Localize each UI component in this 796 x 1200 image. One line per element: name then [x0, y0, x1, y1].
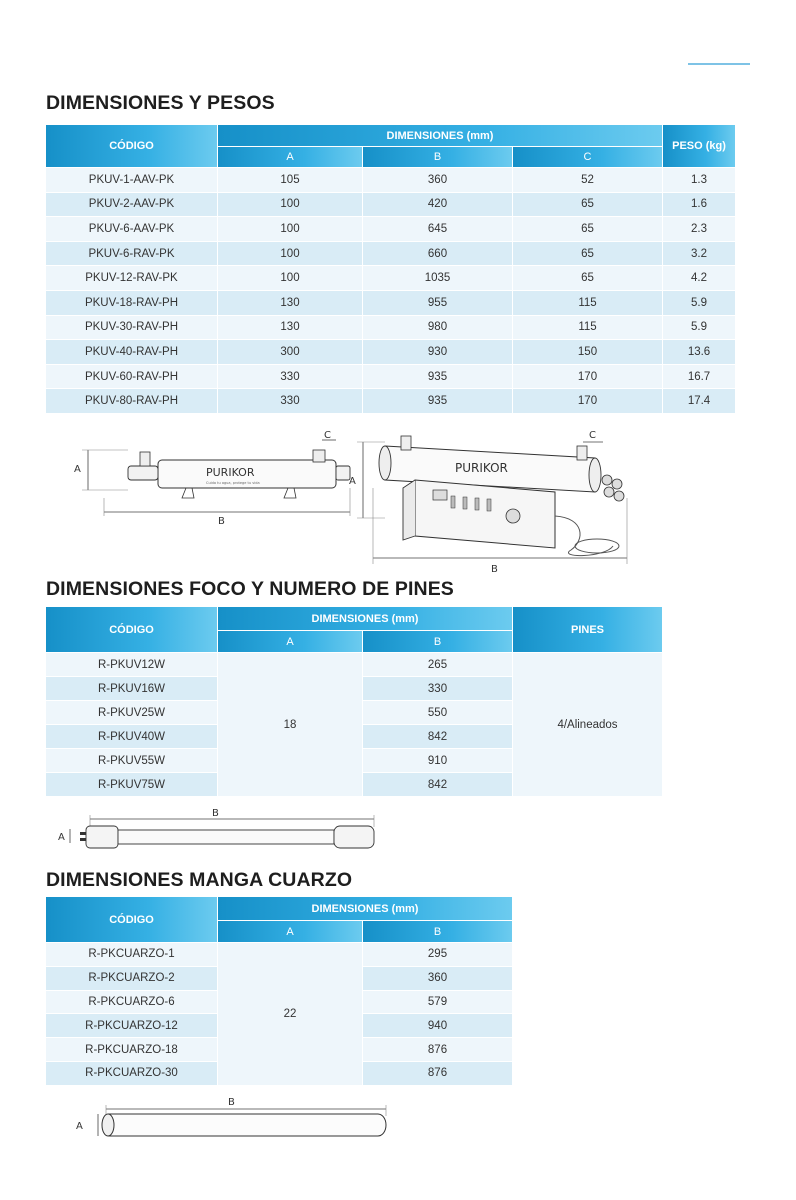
cell-codigo: PKUV-18-RAV-PH: [46, 291, 218, 316]
table-row: [46, 653, 663, 677]
cell-codigo: R-PKUV75W: [46, 773, 218, 797]
section-title-dimensiones-pesos: DIMENSIONES Y PESOS: [46, 92, 275, 114]
cell-c: 115: [513, 291, 663, 316]
cell-peso: 13.6: [663, 340, 736, 365]
dim-label-a-iso: A: [349, 476, 356, 487]
table-row: [46, 291, 736, 316]
cell-codigo: PKUV-6-RAV-PK: [46, 242, 218, 267]
cell-a: 100: [218, 217, 363, 242]
table-row: [46, 266, 736, 291]
cell-codigo: PKUV-40-RAV-PH: [46, 340, 218, 365]
uv-unit-diagram-side: [68, 428, 368, 528]
header-codigo: CÓDIGO: [46, 125, 218, 168]
cell-codigo: R-PKCUARZO-30: [46, 1062, 218, 1086]
cell-codigo: PKUV-1-AAV-PK: [46, 168, 218, 193]
dim-label-b-iso: B: [491, 564, 498, 575]
table-row: [46, 340, 736, 365]
cell-a: 105: [218, 168, 363, 193]
header-b: B: [363, 147, 513, 168]
sleeve-label-a: A: [76, 1121, 83, 1132]
section-title-foco-pines: DIMENSIONES FOCO Y NUMERO DE PINES: [46, 578, 454, 600]
quartz-sleeve-body: [46, 943, 513, 1086]
cell-c: 65: [513, 266, 663, 291]
cell-a: 130: [218, 316, 363, 341]
dimensions-weights-body: [46, 168, 736, 414]
cell-codigo: R-PKCUARZO-12: [46, 1014, 218, 1038]
cell-b: 265: [363, 653, 513, 677]
cell-b: 330: [363, 677, 513, 701]
dim-label-c: C: [324, 430, 331, 441]
header-c: C: [513, 147, 663, 168]
cell-c: 115: [513, 316, 663, 341]
dim-label-a: A: [74, 464, 81, 475]
cell-b: 980: [363, 316, 513, 341]
brand-text-iso: PURIKOR: [455, 461, 508, 475]
cell-b: 360: [363, 967, 513, 991]
quartz-sleeve-diagram: [66, 1094, 396, 1144]
bulb-diagram: [50, 805, 390, 855]
cell-codigo: R-PKCUARZO-1: [46, 943, 218, 967]
cell-b: 420: [363, 193, 513, 218]
header-codigo: CÓDIGO: [46, 897, 218, 943]
header-a: A: [218, 631, 363, 653]
cell-peso: 3.2: [663, 242, 736, 267]
header-dimensiones: DIMENSIONES (mm): [218, 125, 663, 147]
cell-c: 65: [513, 193, 663, 218]
header-dimensiones: DIMENSIONES (mm): [218, 607, 513, 631]
table-row: [46, 316, 736, 341]
cell-b: 842: [363, 725, 513, 749]
brand-text-side: PURIKOR: [206, 466, 255, 479]
cell-b: 910: [363, 749, 513, 773]
bulb-pins-table: [46, 607, 663, 797]
cell-a: 330: [218, 365, 363, 390]
cell-peso: 2.3: [663, 217, 736, 242]
cell-a: 100: [218, 242, 363, 267]
cell-b: 876: [363, 1062, 513, 1086]
header-a: A: [218, 921, 363, 943]
cell-a: 100: [218, 193, 363, 218]
table-row: [46, 168, 736, 193]
bulb-pins-body: [46, 653, 663, 797]
header-b: B: [363, 921, 513, 943]
cell-peso: 5.9: [663, 291, 736, 316]
header-codigo: CÓDIGO: [46, 607, 218, 653]
cell-peso: 4.2: [663, 266, 736, 291]
header-a: A: [218, 147, 363, 168]
cell-codigo: PKUV-12-RAV-PK: [46, 266, 218, 291]
cell-a-merged: 18: [218, 653, 363, 797]
cell-c: 65: [513, 217, 663, 242]
cell-b: 550: [363, 701, 513, 725]
cell-b: 930: [363, 340, 513, 365]
cell-c: 65: [513, 242, 663, 267]
bulb-label-a: A: [58, 832, 65, 843]
table-row: [46, 389, 736, 414]
cell-b: 935: [363, 365, 513, 390]
cell-codigo: PKUV-60-RAV-PH: [46, 365, 218, 390]
cell-peso: 5.9: [663, 316, 736, 341]
cell-b: 940: [363, 1014, 513, 1038]
header-dimensiones: DIMENSIONES (mm): [218, 897, 513, 921]
cell-c: 170: [513, 365, 663, 390]
cell-c: 170: [513, 389, 663, 414]
section-title-manga-cuarzo: DIMENSIONES MANGA CUARZO: [46, 869, 353, 891]
header-b: B: [363, 631, 513, 653]
cell-codigo: R-PKUV40W: [46, 725, 218, 749]
cell-codigo: R-PKUV16W: [46, 677, 218, 701]
cell-b: 295: [363, 943, 513, 967]
cell-codigo: R-PKCUARZO-18: [46, 1038, 218, 1062]
cell-codigo: R-PKUV12W: [46, 653, 218, 677]
table-row: [46, 943, 513, 967]
table-row: [46, 365, 736, 390]
cell-codigo: PKUV-6-AAV-PK: [46, 217, 218, 242]
cell-a-merged: 22: [218, 943, 363, 1086]
cell-codigo: PKUV-80-RAV-PH: [46, 389, 218, 414]
cell-b: 360: [363, 168, 513, 193]
cell-codigo: PKUV-2-AAV-PK: [46, 193, 218, 218]
cell-codigo: R-PKUV55W: [46, 749, 218, 773]
table-row: [46, 242, 736, 267]
dim-label-c-iso: C: [589, 430, 596, 441]
cell-b: 645: [363, 217, 513, 242]
cell-peso: 17.4: [663, 389, 736, 414]
cell-b: 842: [363, 773, 513, 797]
cell-codigo: R-PKCUARZO-6: [46, 991, 218, 1015]
top-accent-line: [688, 63, 750, 65]
cell-b: 1035: [363, 266, 513, 291]
bulb-label-b: B: [212, 808, 219, 819]
cell-a: 300: [218, 340, 363, 365]
quartz-sleeve-table: [46, 897, 513, 1086]
cell-b: 935: [363, 389, 513, 414]
dimensions-weights-table: [46, 125, 736, 414]
cell-peso: 1.3: [663, 168, 736, 193]
header-peso: PESO (kg): [663, 125, 736, 168]
cell-codigo: R-PKUV25W: [46, 701, 218, 725]
cell-codigo: PKUV-30-RAV-PH: [46, 316, 218, 341]
cell-codigo: R-PKCUARZO-2: [46, 967, 218, 991]
cell-b: 579: [363, 991, 513, 1015]
cell-c: 52: [513, 168, 663, 193]
cell-a: 130: [218, 291, 363, 316]
cell-c: 150: [513, 340, 663, 365]
cell-peso: 16.7: [663, 365, 736, 390]
table-row: [46, 193, 736, 218]
uv-unit-diagram-iso: [345, 418, 645, 578]
cell-a: 330: [218, 389, 363, 414]
cell-b: 876: [363, 1038, 513, 1062]
cell-a: 100: [218, 266, 363, 291]
sleeve-label-b: B: [228, 1097, 235, 1108]
table-row: [46, 217, 736, 242]
cell-b: 660: [363, 242, 513, 267]
header-pines: PINES: [513, 607, 663, 653]
tagline-text-side: Cuida tu agua, protege tu vida: [206, 481, 260, 485]
cell-pines-merged: 4/Alineados: [513, 653, 663, 797]
cell-peso: 1.6: [663, 193, 736, 218]
cell-b: 955: [363, 291, 513, 316]
dim-label-b: B: [218, 516, 225, 527]
